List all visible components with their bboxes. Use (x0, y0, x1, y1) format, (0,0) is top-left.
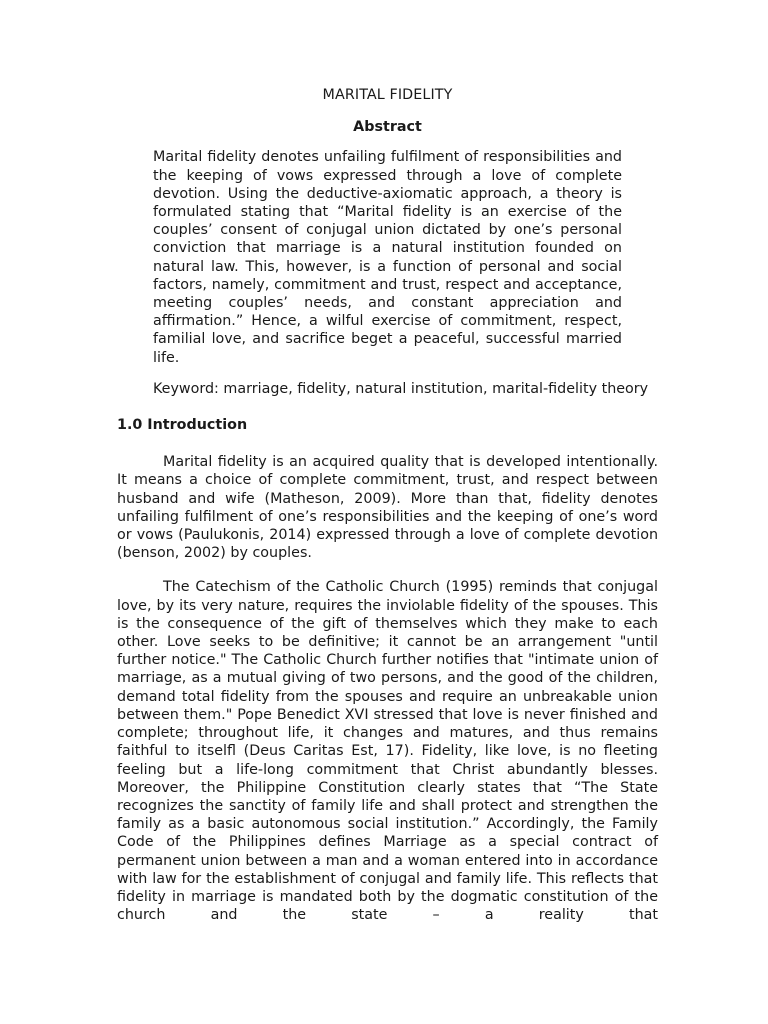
document-title: MARITAL FIDELITY (322, 87, 453, 103)
intro-paragraph-1: Marital fidelity is an acquired quality that is developed intentionally. It means a choice of complete commitment, trust, and respect between husband and wife (Matheson, 2009). More than that, fidelity denotes unfailing fulfilment of one’s responsibilities and the keeping of one’s word or vows (Paulukonis, 2014) expressed through a love of complete devotion (benson, 2002) by couples. (117, 454, 658, 562)
abstract-body: Marital fidelity denotes unfailing fulfilment of responsibilities and the keeping of vows expressed through a love of complete devotion. Using the deductive-axiomatic approach, a theory is formulated stating that “Marital fidelity is an exercise of the couples’ consent of conjugal union dictated by one’s personal conviction that marriage is a natural institution founded on natural law. This, however, is a function of personal and social factors, namely, commitment and trust, respect and acceptance, meeting couples’ needs, and constant appreciation and affirmation.” Hence, a wilful exercise of commitment, respect, familial love, and sacrifice beget a peaceful, successful married life. (153, 149, 622, 366)
abstract-heading: Abstract (353, 119, 422, 136)
keywords-line: Keyword: marriage, fidelity, natural institution, marital-fidelity theory (153, 380, 649, 397)
section-heading-introduction: 1.0 Introduction (117, 417, 248, 434)
intro-paragraph-2: The Catechism of the Catholic Church (1995) reminds that conjugal love, by its very nature, requires the inviolable fidelity of the spouses. This is the consequence of the gift of themselves which they make to each other. Love seeks to be definitive; it cannot be an arrangement "until further notice." The Catholic Church further notifies that "intimate union of marriage, as a mutual giving of two persons, and the good of the children, demand total fidelity from the spouses and require an unbreakable union between them." Pope Benedict XVI stressed that love is never finished and complete; throughout life, it changes and matures, and thus remains faithful to itselfl (Deus Caritas Est, 17). Fidelity, like love, is no fleeting feeling but a life-long commitment that Christ abundantly blesses. Moreover, the Philippine Constitution clearly states that “The State recognizes the sanctity of family life and shall protect and strengthen the family as a basic autonomous social institution.” Accordingly, the Family Code of the Philippines defines Marriage as a special contract of permanent union between a man and a woman entered into in accordance with law for the establishment of conjugal and family life. This reflects that fidelity in marriage is mandated both by the dogmatic constitution of the church and the state – a reality that (117, 579, 658, 924)
